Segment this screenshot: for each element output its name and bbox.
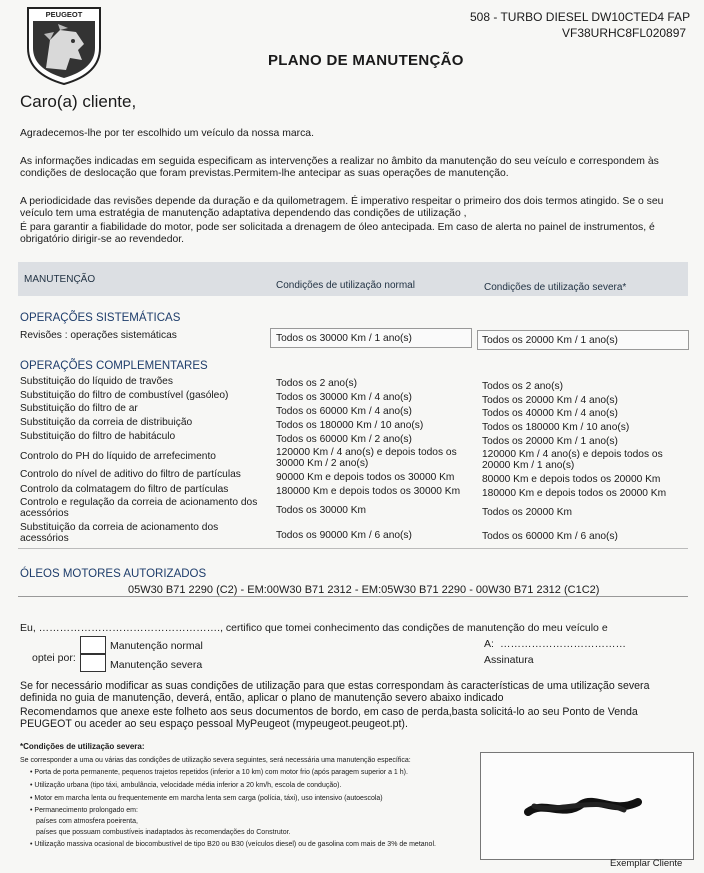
notes-paragraph-2: Recomendamos que anexe este folheto aos seus documentos de bordo, em caso de perda,basta solicitá-lo ao seu Ponto de Venda PEUGEOT ou aceder ao seu espaço pessoal MyPeugeot (mypeugeot.peugeot.pt). — [20, 706, 638, 730]
intro-paragraph-4: É para garantir a fiabilidade do motor, pode ser solicitada a drenagem de óleo antecipada. Em caso de alerta no painel de instrumentos, é obrigatório dirigir-se ao revendedor. — [20, 222, 655, 245]
col-normal-header: Condições de utilização normal — [276, 280, 415, 291]
table-row-normal: Todos os 2 ano(s) — [276, 378, 357, 389]
intro-paragraph-1: Agradecemos-lhe por ter escolhido um veículo da nossa marca. — [20, 128, 314, 139]
normal-maintenance-checkbox[interactable] — [80, 636, 106, 654]
severe-condition-item: • Motor em marcha lenta ou frequentemente em marcha lenta sem carga (polícia, táxi), uso intensivo (autoescola) — [30, 795, 383, 802]
section-systematic-title: OPERAÇÕES SISTEMÁTICAS — [20, 312, 181, 324]
table-row-severe: Todos os 20000 Km — [482, 507, 573, 518]
table-row-severe: 80000 Km e depois todos os 20000 Km — [482, 474, 661, 485]
col-maintenance-header: MANUTENÇÃO — [24, 274, 96, 285]
table-row-normal: Todos os 30000 Km / 4 ano(s) — [276, 392, 412, 403]
copy-label: Exemplar Cliente — [610, 858, 683, 869]
table-row-normal: Todos os 30000 Km — [276, 505, 367, 516]
table-row-op: Controlo do nível de aditivo do filtro de partículas — [20, 469, 241, 480]
table-row-severe: Todos os 20000 Km / 4 ano(s) — [482, 395, 618, 406]
table-row-normal: Todos os 60000 Km / 4 ano(s) — [276, 406, 412, 417]
table-row-severe: 180000 Km e depois todos os 20000 Km — [482, 488, 667, 499]
location-dots: ……………………………… — [500, 638, 626, 650]
table-row-normal: Todos os 90000 Km / 6 ano(s) — [276, 530, 412, 541]
severe-conditions-title: *Condições de utilização severa: — [20, 742, 145, 751]
table-row-op: Substituição do filtro de combustível (gasóleo) — [20, 390, 229, 401]
table-row-op: Controlo da colmatagem do filtro de partículas — [20, 484, 229, 495]
vehicle-model: 508 - TURBO DIESEL DW10CTED4 FAP — [470, 10, 691, 24]
signature-label: Assinatura — [484, 654, 534, 666]
table-row-severe: Todos os 20000 Km / 1 ano(s) — [482, 335, 618, 346]
table-row-severe: Todos os 60000 Km / 6 ano(s) — [482, 531, 618, 542]
document-title: PLANO DE MANUTENÇÃO — [268, 52, 464, 69]
vehicle-vin: VF38URHC8FL020897 — [562, 26, 687, 40]
section-complementary-title: OPERAÇÕES COMPLEMENTARES — [20, 360, 208, 372]
severe-condition-item: países que possuam combustíveis inadaptados às recomendações do Construtor. — [36, 829, 291, 836]
severe-condition-item: • Utilização massiva ocasional de biocombustível de tipo B20 ou B30 (veículos diesel) ou de gasolina com mais de 3% de metanol. — [30, 841, 436, 848]
table-row-op: Controlo do PH do líquido de arrefecimento — [20, 451, 216, 462]
table-row-normal: Todos os 30000 Km / 1 ano(s) — [276, 333, 412, 344]
table-row-op: Substituição do líquido de travões — [20, 376, 173, 387]
severe-condition-item: • Porta de porta permanente, pequenos trajetos repetidos (inferior a 10 km) com motor frio (após paragem superior a 1 h). — [30, 769, 408, 776]
oils-value: 05W30 B71 2290 (C2) - EM:00W30 B71 2312 - EM:05W30 B71 2290 - 00W30 B71 2312 (C1C2) — [128, 584, 600, 596]
greeting: Caro(a) cliente, — [20, 92, 137, 111]
table-row-normal: 120000 Km / 4 ano(s) e depois todos os 30000 Km / 2 ano(s) — [276, 447, 457, 469]
table-row-normal: 180000 Km e depois todos os 30000 Km — [276, 486, 461, 497]
intro-paragraph-3: A periodicidade das revisões depende da duração e da quilometragem. É imperativo respeitar o primeiro dos dois termos atingido. Se o seu veículo tem uma estratégia de manutenção adaptativa dependendo das condições de utilização , — [20, 196, 664, 219]
normal-maintenance-label: Manutenção normal — [110, 640, 203, 652]
brand-text: PEUGEOT — [45, 10, 83, 19]
location-label: A: — [484, 638, 494, 650]
table-row-op: Substituição da correia de distribuição — [20, 417, 193, 428]
severe-condition-item: • Utilização urbana (tipo táxi, ambulância, velocidade média inferior a 20 km/h, escola de condução). — [30, 782, 342, 789]
severe-maintenance-checkbox[interactable] — [80, 654, 106, 672]
table-row-normal: Todos os 60000 Km / 2 ano(s) — [276, 434, 412, 445]
table-row-normal: Todos os 180000 Km / 10 ano(s) — [276, 420, 424, 431]
intro-paragraph-2: As informações indicadas em seguida especificam as intervenções a realizar no âmbito da manutenção do seu veículo e correspondem às condições de deslocação que foram previstas.Permitem-lhe antecipar as suas operações de manutenção. — [20, 156, 659, 179]
table-row-severe: Todos os 2 ano(s) — [482, 381, 563, 392]
table-row-severe: 120000 Km / 4 ano(s) e depois todos os 20000 Km / 1 ano(s) — [482, 449, 663, 471]
col-severe-header: Condições de utilização severa* — [484, 282, 627, 293]
severe-maintenance-label: Manutenção severa — [110, 659, 203, 671]
severe-condition-item: • Permanecimento prolongado em: — [30, 807, 138, 814]
table-row-op: Revisões : operações sistemáticas — [20, 330, 177, 341]
redacted-signature — [524, 792, 642, 820]
table-row-op: Substituição do filtro de habitáculo — [20, 431, 176, 442]
table-row-op: Substituição da correia de acionamento dos acessórios — [20, 522, 219, 544]
opted-label: optei por: — [32, 652, 76, 664]
table-row-severe: Todos os 180000 Km / 10 ano(s) — [482, 422, 630, 433]
table-header — [18, 262, 688, 296]
severe-conditions-intro: Se corresponder a uma ou várias das condições de utilização severa seguintes, será necessária uma manutenção específica: — [20, 757, 411, 764]
table-row-severe: Todos os 20000 Km / 1 ano(s) — [482, 436, 618, 447]
oils-title: ÓLEOS MOTORES AUTORIZADOS — [20, 568, 207, 580]
table-divider — [18, 548, 688, 549]
peugeot-logo — [20, 4, 108, 86]
certification-line: Eu, ……………………………………………., certifico que tomei conhecimento das condições de manutenção do meu veículo e — [20, 622, 608, 634]
table-row-op: Substituição do filtro de ar — [20, 403, 138, 414]
severe-condition-item: países com atmosfera poeirenta, — [36, 818, 138, 825]
table-row-severe: Todos os 40000 Km / 4 ano(s) — [482, 408, 618, 419]
table-row-normal: 90000 Km e depois todos os 30000 Km — [276, 472, 455, 483]
notes-paragraph-1: Se for necessário modificar as suas condições de utilização para que estas correspondam às características de uma utilização severa definida no guia de manutenção, deverá, então, aplicar o plano de manutenção severo abaixo indicado — [20, 680, 650, 704]
table-row-op: Controlo e regulação da correia de acionamento dos acessórios — [20, 497, 258, 519]
